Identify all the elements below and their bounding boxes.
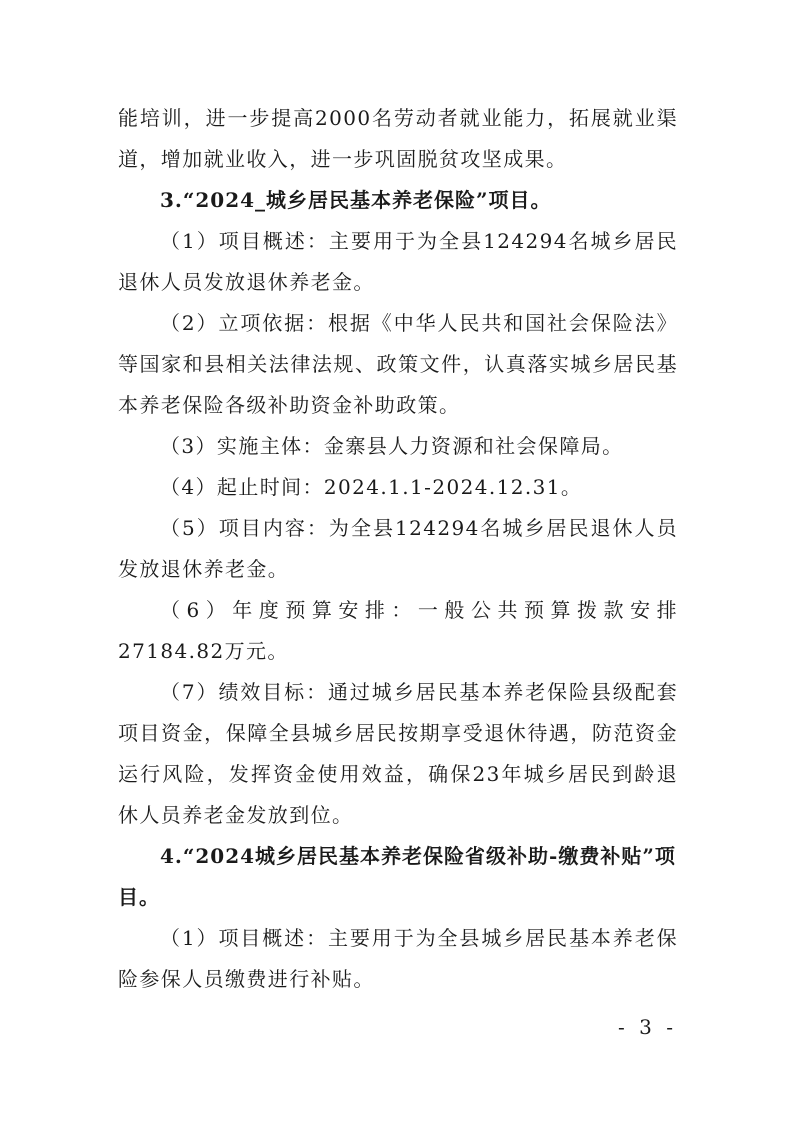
section-heading-4: 4.“2024城乡居民基本养老保险省级补助-缴费补贴”项目。: [118, 844, 676, 909]
section-heading-3: 3.“2024_城乡居民基本养老保险”项目。: [160, 188, 552, 212]
item-budget: （6）年度预算安排：一般公共预算拨款安排27184.82万元。: [118, 598, 678, 663]
item-goals: （7）绩效目标：通过城乡居民基本养老保险县级配套项目资金，保障全县城乡居民按期享受退休待遇，防范资金运行风险，发挥资金使用效益，确保23年城乡居民到龄退休人员养老金发放到位。: [118, 680, 678, 827]
item-content: （5）项目内容：为全县124294名城乡居民退休人员发放退休养老金。: [118, 516, 678, 581]
paragraph-continuation: 能培训，进一步提高2000名劳动者就业能力，拓展就业渠道，增加就业收入，进一步巩固脱贫攻坚成果。: [118, 106, 678, 171]
document-body: [118, 98, 678, 1000]
item-overview-4: （1）项目概述：主要用于为全县城乡居民基本养老保险参保人员缴费进行补贴。: [118, 926, 678, 991]
item-overview: （1）项目概述：主要用于为全县124294名城乡居民退休人员发放退休养老金。: [118, 229, 678, 294]
item-implementer: （3）实施主体：金寨县人力资源和社会保障局。: [160, 434, 624, 458]
page-number: - 3 -: [618, 1015, 677, 1039]
item-basis: （2）立项依据：根据《中华人民共和国社会保险法》等国家和县相关法律法规、政策文件，认真落实城乡居民基本养老保险各级补助资金补助政策。: [118, 311, 678, 417]
item-period: （4）起止时间：2024.1.1-2024.12.31。: [160, 475, 583, 499]
